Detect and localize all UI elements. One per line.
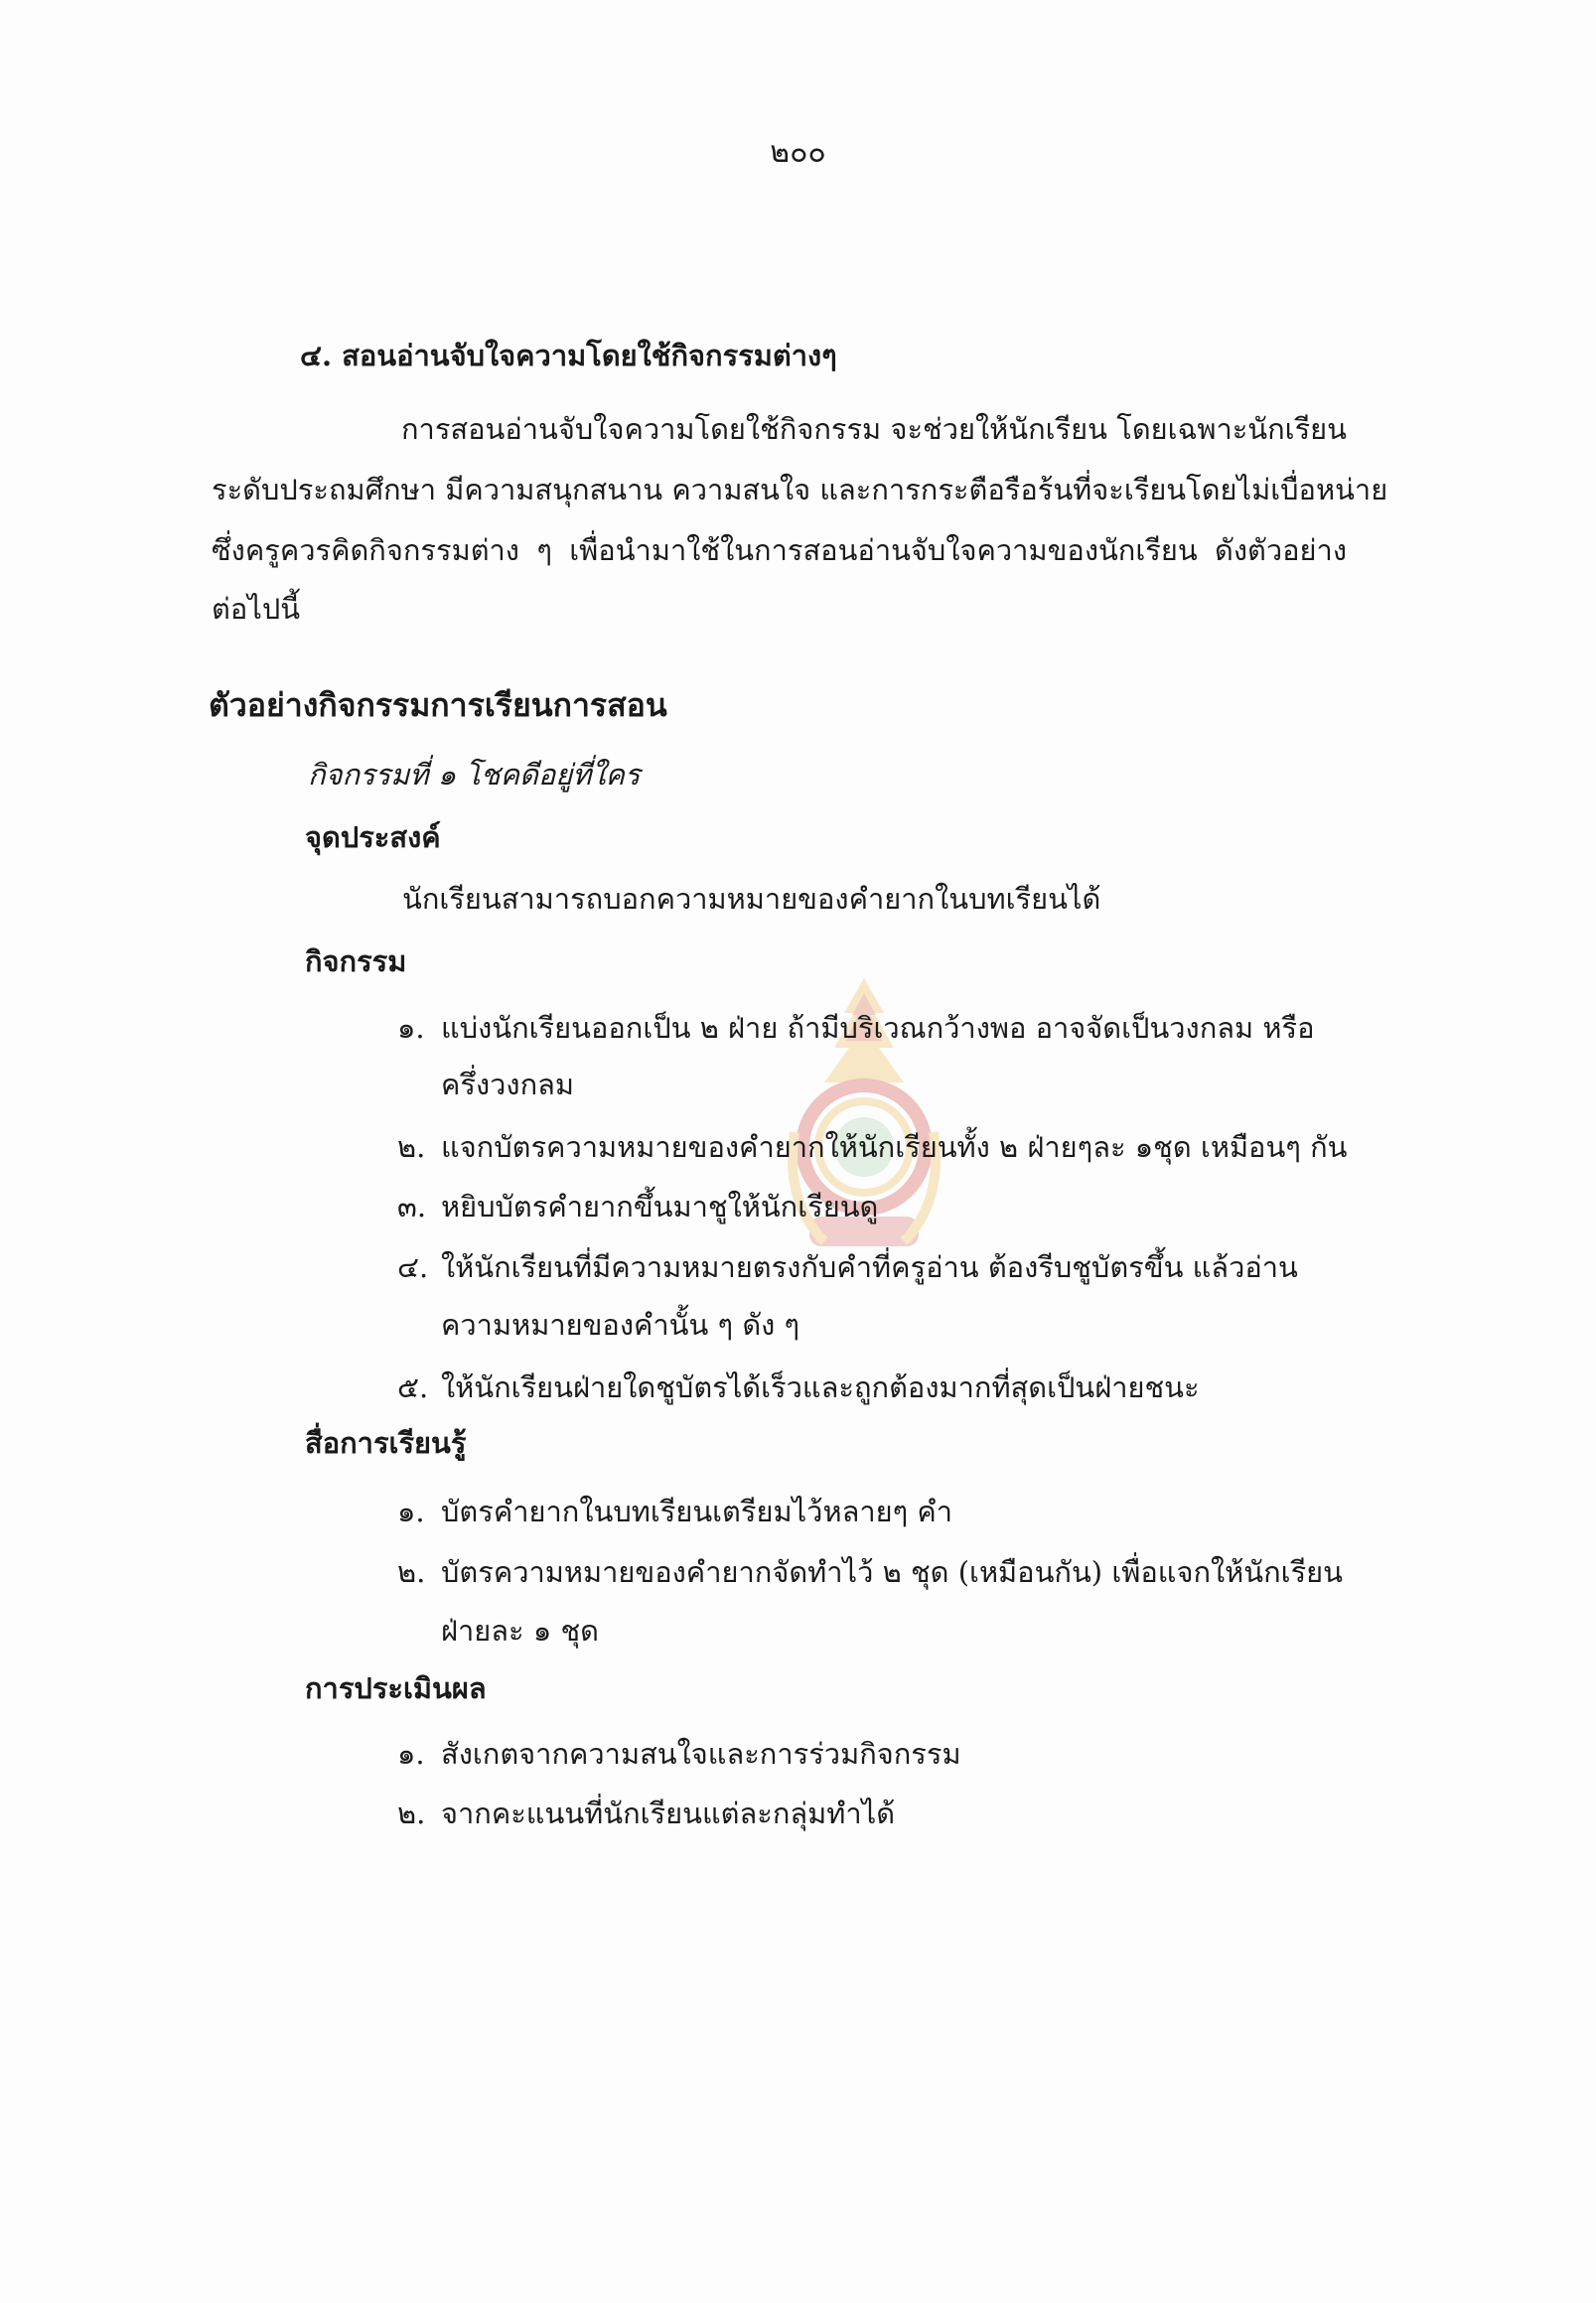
intro-paragraph-line-1: การสอนอ่านจับใจความโดยใช้กิจกรรม จะช่วยให้นักเรียน โดยเฉพาะนักเรียน [401,412,1347,446]
section-heading: ๔. สอนอ่านจับใจความโดยใช้กิจกรรมต่างๆ [300,339,837,372]
intro-paragraph-line-3: ซึ่งครูควรคิดกิจกรรมต่าง ๆ เพื่อนำมาใช้ในการสอนอ่านจับใจความของนักเรียน ดังตัวอย่าง [212,533,1347,567]
activity-item-1 [397,1008,1315,1048]
media-heading: สื่อการเรียนรู้ [305,1426,467,1460]
evaluation-item-1 [397,1734,961,1774]
example-heading: ตัวอย่างกิจกรรมการเรียนการสอน [209,686,667,724]
item-text: สังเกตจากความสนใจและการร่วมกิจกรรม [441,1737,961,1771]
evaluation-item-2 [397,1794,895,1833]
item-number: ๔. [397,1250,429,1284]
item-number: ๑. [397,1495,425,1528]
activity-title: กิจกรรมที่ ๑ โชคดีอยู่ที่ใคร [308,758,641,792]
activity-item-2 [397,1127,1347,1167]
objective-heading: จุดประสงค์ [305,820,441,854]
activity-item-4-cont: ความหมายของคำนั้น ๆ ดัง ๆ [441,1308,800,1342]
item-number: ๓. [397,1190,427,1223]
objective-text: นักเรียนสามารถบอกความหมายของคำยากในบทเรียนได้ [402,882,1101,916]
item-text: จากคะแนนที่นักเรียนแต่ละกลุ่มทำได้ [441,1797,896,1830]
media-item-2 [397,1552,1343,1592]
item-number: ๑. [397,1737,425,1771]
intro-paragraph-line-2: ระดับประถมศึกษา มีความสนุกสนาน ความสนใจ และการกระตือรือร้นที่จะเรียนโดยไม่เบื่อหน่าย [212,473,1388,506]
intro-paragraph-line-4: ต่อไปนี้ [212,592,301,626]
media-item-1 [397,1492,952,1531]
item-text: บัตรความหมายของคำยากจัดทำไว้ ๒ ชุด (เหมือนกัน) เพื่อแจกให้นักเรียน [441,1555,1343,1589]
activity-item-3 [397,1187,878,1226]
item-text: หยิบบัตรคำยากขึ้นมาชูให้นักเรียนดู [441,1190,879,1223]
item-number: ๒. [397,1130,426,1164]
activity-item-1-cont: ครึ่งวงกลม [441,1068,575,1101]
media-item-2-cont: ฝ่ายละ ๑ ชุด [441,1614,599,1648]
activity-item-4 [397,1247,1298,1287]
item-number: ๒. [397,1555,426,1589]
page-number: ๒๐๐ [770,135,826,170]
item-text: แบ่งนักเรียนออกเป็น ๒ ฝ่าย ถ้ามีบริเวณกว้างพอ อาจจัดเป็นวงกลม หรือ [441,1011,1315,1045]
item-number: ๒. [397,1797,426,1830]
item-text: ให้นักเรียนฝ่ายใดชูบัตรได้เร็วและถูกต้องมากที่สุดเป็นฝ่ายชนะ [441,1370,1200,1404]
activity-item-5 [397,1367,1200,1407]
item-number: ๑. [397,1011,425,1045]
item-text: แจกบัตรความหมายของคำยากให้นักเรียนทั้ง ๒ ฝ่ายๆละ ๑ชุด เหมือนๆ กัน [441,1130,1348,1164]
item-text: บัตรคำยากในบทเรียนเตรียมไว้หลายๆ คำ [441,1495,953,1528]
item-text: ให้นักเรียนที่มีความหมายตรงกับคำที่ครูอ่าน ต้องรีบชูบัตรขึ้น แล้วอ่าน [441,1250,1298,1284]
evaluation-heading: การประเมินผล [305,1671,487,1705]
activity-heading: กิจกรรม [305,944,407,978]
item-number: ๕. [397,1370,429,1404]
